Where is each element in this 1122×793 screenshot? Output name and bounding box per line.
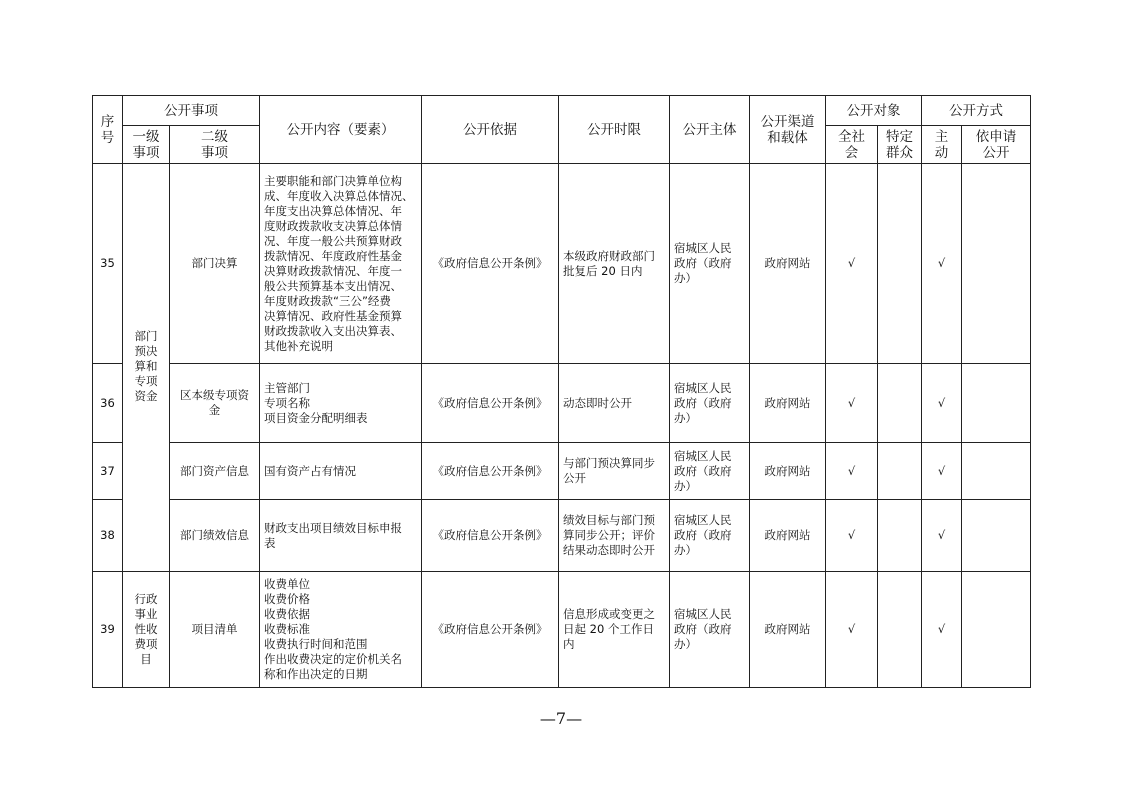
header-target-all: 全社 会	[826, 126, 878, 164]
header-level2: 二级 事项	[170, 126, 260, 164]
disclosure-table	[92, 95, 1031, 688]
header-level1: 一级 事项	[123, 126, 170, 164]
row-method-active-check: √	[922, 572, 962, 688]
row-target-all-check: √	[826, 500, 878, 572]
group-budget-cell: 部门 预决 算和 专项 资金	[123, 164, 170, 572]
row-channel: 政府网站	[750, 443, 826, 500]
row-channel: 政府网站	[750, 500, 826, 572]
row-content: 主要职能和部门决算单位构 成、年度收入决算总体情况、 年度支出决算总体情况、年 度财政拨款收支决算总体情 况、年度一般公共预算财政 拨款情况、年度政府性基金 决算财政拨款情况、年度一 般公共预算基本支出情况、 年度财政拨款“三公”经费 决算情况、政府性基金预算 财政拨款收入支出决算表、 其他补充说明	[260, 164, 422, 364]
row-method-active-check: √	[922, 443, 962, 500]
table-row	[93, 572, 1031, 688]
row-target-group-check	[878, 572, 922, 688]
row-deadline: 绩效目标与部门预 算同步公开；评价 结果动态即时公开	[559, 500, 670, 572]
row-channel: 政府网站	[750, 364, 826, 443]
row-channel: 政府网站	[750, 164, 826, 364]
header-deadline: 公开时限	[559, 96, 670, 164]
header-basis: 公开依据	[422, 96, 559, 164]
row-content: 国有资产占有情况	[260, 443, 422, 500]
row-content: 财政支出项目绩效目标申报 表	[260, 500, 422, 572]
row-seq: 35	[93, 164, 123, 364]
row-method-apply-check	[962, 572, 1031, 688]
row-seq: 39	[93, 572, 123, 688]
row-basis: 《政府信息公开条例》	[422, 364, 559, 443]
header-subject: 公开主体	[670, 96, 750, 164]
row-seq: 38	[93, 500, 123, 572]
row-method-apply-check	[962, 164, 1031, 364]
header-method-active: 主 动	[922, 126, 962, 164]
row-basis: 《政府信息公开条例》	[422, 164, 559, 364]
row-deadline: 信息形成或变更之 日起 20 个工作日内	[559, 572, 670, 688]
header-target: 公开对象	[826, 96, 922, 126]
row-method-apply-check	[962, 443, 1031, 500]
header-items: 公开事项	[123, 96, 260, 126]
row-target-group-check	[878, 164, 922, 364]
row-basis: 《政府信息公开条例》	[422, 572, 559, 688]
row-subject: 宿城区人民 政府（政府 办）	[670, 164, 750, 364]
row-method-active-check: √	[922, 364, 962, 443]
row-basis: 《政府信息公开条例》	[422, 443, 559, 500]
row-method-apply-check	[962, 500, 1031, 572]
row-level2: 项目清单	[170, 572, 260, 688]
header-method: 公开方式	[922, 96, 1031, 126]
row-content: 收费单位 收费价格 收费依据 收费标准 收费执行时间和范围 作出收费决定的定价机关名 称和作出决定的日期	[260, 572, 422, 688]
table-row	[93, 364, 1031, 443]
row-level2: 部门资产信息	[170, 443, 260, 500]
page-number: —7—	[539, 709, 583, 728]
header-target-group: 特定 群众	[878, 126, 922, 164]
row-deadline: 与部门预决算同步 公开	[559, 443, 670, 500]
row-target-all-check: √	[826, 572, 878, 688]
row-level2: 区本级专项资 金	[170, 364, 260, 443]
header-content: 公开内容（要素）	[260, 96, 422, 164]
row-basis: 《政府信息公开条例》	[422, 500, 559, 572]
row-seq: 36	[93, 364, 123, 443]
row-level2: 部门绩效信息	[170, 500, 260, 572]
row-channel: 政府网站	[750, 572, 826, 688]
row-method-active-check: √	[922, 164, 962, 364]
row-subject: 宿城区人民 政府（政府 办）	[670, 500, 750, 572]
header-seq: 序 号	[93, 96, 123, 164]
row-target-group-check	[878, 500, 922, 572]
row-subject: 宿城区人民 政府（政府 办）	[670, 443, 750, 500]
header-channel: 公开渠道 和载体	[750, 96, 826, 164]
table-row	[93, 443, 1031, 500]
row-deadline: 本级政府财政部门 批复后 20 日内	[559, 164, 670, 364]
row-method-active-check: √	[922, 500, 962, 572]
table-row	[93, 500, 1031, 572]
row-subject: 宿城区人民 政府（政府 办）	[670, 364, 750, 443]
row-target-group-check	[878, 443, 922, 500]
header-row-1	[93, 96, 1031, 126]
row-seq: 37	[93, 443, 123, 500]
header-method-apply: 依申请 公开	[962, 126, 1031, 164]
row-target-all-check: √	[826, 364, 878, 443]
row-level1: 行政 事业 性收 费项 目	[123, 572, 170, 688]
row-level2: 部门决算	[170, 164, 260, 364]
row-target-all-check: √	[826, 443, 878, 500]
table-row	[93, 164, 1031, 364]
row-subject: 宿城区人民 政府（政府 办）	[670, 572, 750, 688]
row-target-all-check: √	[826, 164, 878, 364]
row-method-apply-check	[962, 364, 1031, 443]
row-content: 主管部门 专项名称 项目资金分配明细表	[260, 364, 422, 443]
row-deadline: 动态即时公开	[559, 364, 670, 443]
row-target-group-check	[878, 364, 922, 443]
